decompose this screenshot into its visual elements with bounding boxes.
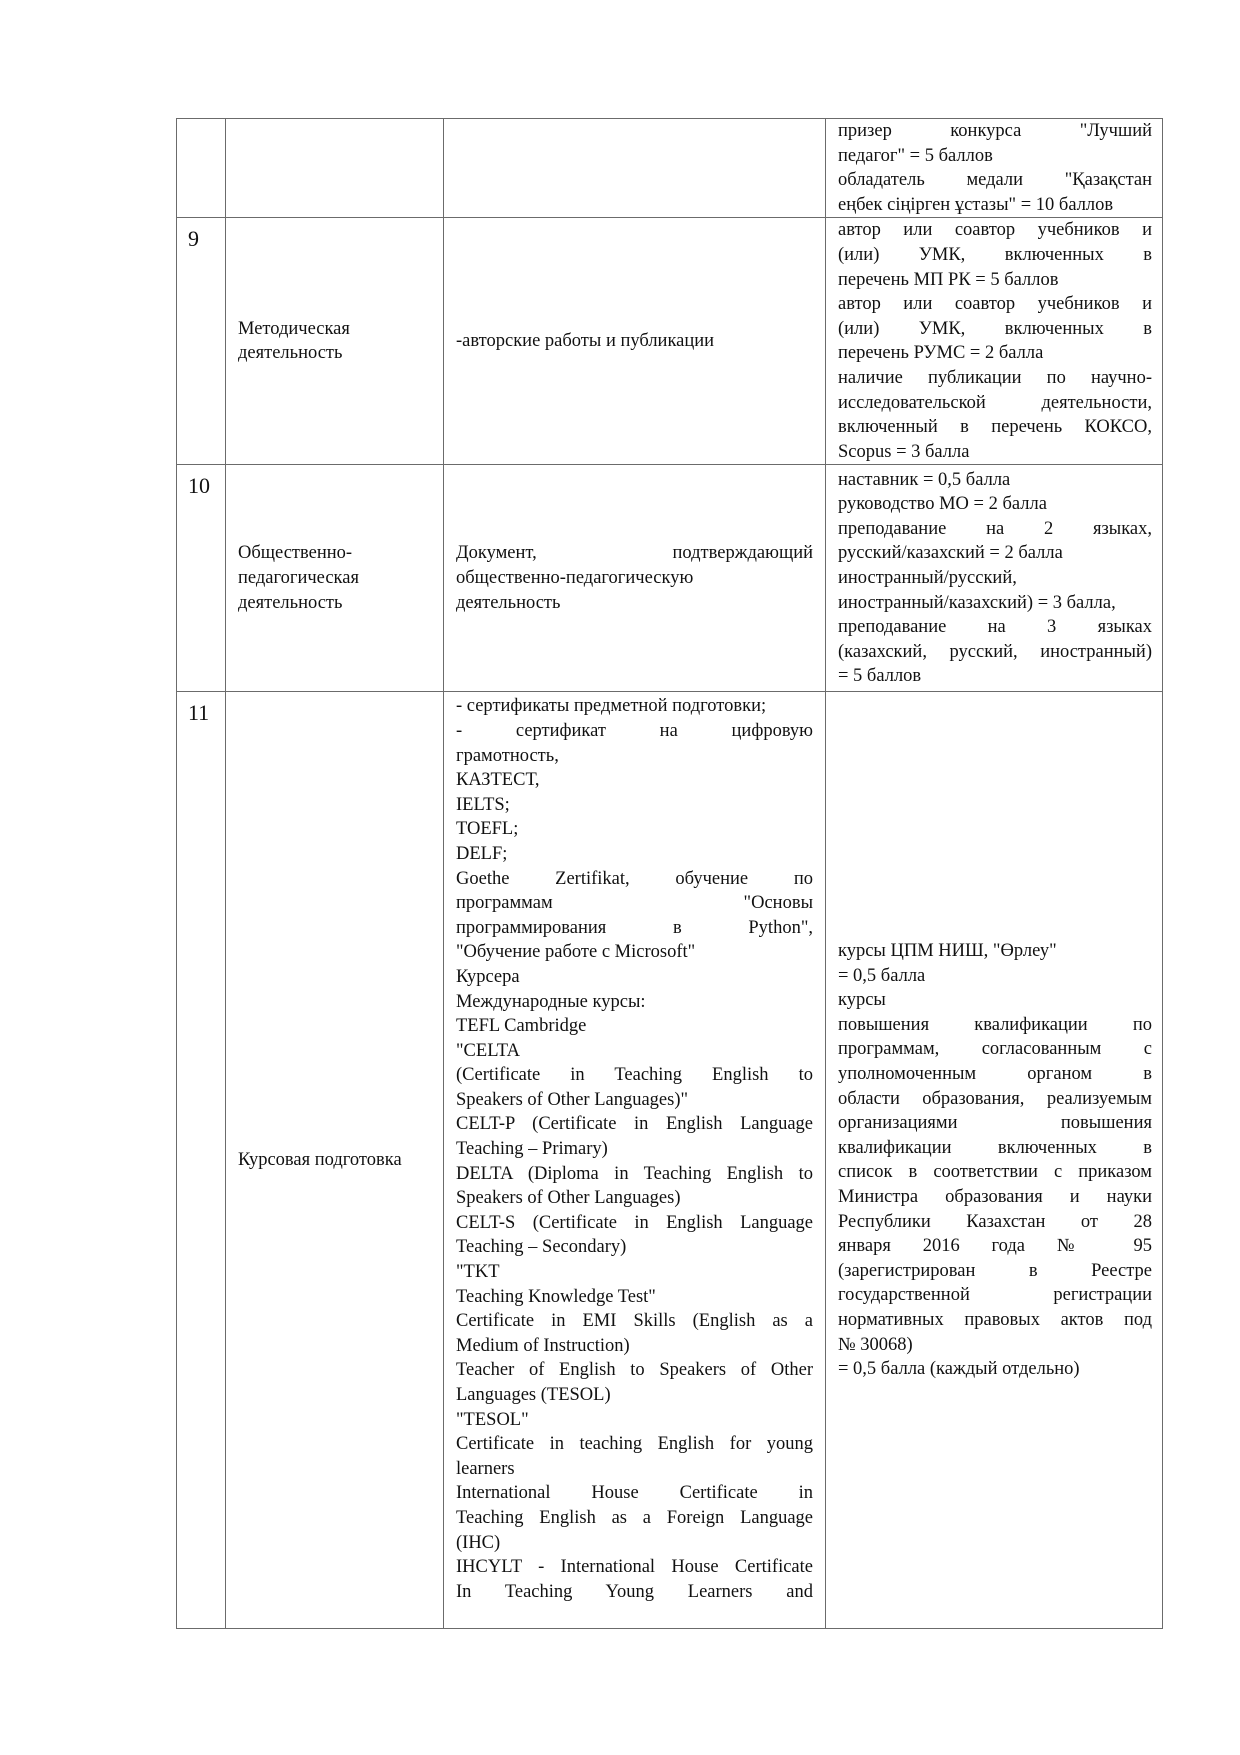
text-line: (или) УМК, включенных в xyxy=(838,245,1152,265)
text-line: деятельность xyxy=(238,592,343,613)
criterion-documents xyxy=(444,692,826,1629)
text-line: педагог" = 5 баллов xyxy=(838,145,993,166)
criterion-name xyxy=(226,465,444,692)
table-row xyxy=(177,218,1163,465)
text-line: иностранный/казахский) = 3 балла, xyxy=(838,592,1116,613)
text-line: Speakers of Other Languages) xyxy=(456,1188,681,1209)
text-line: International House Certificate in xyxy=(456,1483,813,1504)
text-line: области образования, реализуемым xyxy=(838,1088,1152,1109)
table-row xyxy=(177,692,1163,1629)
criterion-scores xyxy=(826,218,1163,465)
row-number xyxy=(177,119,226,218)
text-line: еңбек сіңірген ұстазы" = 10 баллов xyxy=(838,194,1114,215)
text-line: Общественно- xyxy=(238,543,353,564)
text-line: (казахский, русский, иностранный) xyxy=(838,641,1152,662)
text-line: Международные курсы: xyxy=(456,991,646,1012)
criterion-documents xyxy=(444,465,826,692)
text-line: = 0,5 балла xyxy=(838,965,926,986)
text-line: Teaching English as a Foreign Language xyxy=(456,1507,813,1528)
text-line: Курсера xyxy=(456,966,520,987)
text-line: Certificate in EMI Skills (English as a xyxy=(456,1311,813,1332)
text-line: Speakers of Other Languages)" xyxy=(456,1089,689,1110)
text-line: Goethe Zertifikat, обучение по xyxy=(456,868,813,889)
text-line: преподавание на 3 языках xyxy=(838,617,1152,638)
text-line: уполномоченным органом в xyxy=(838,1064,1152,1084)
text-line: DELF; xyxy=(456,843,508,864)
text-line: нормативных правовых актов под xyxy=(838,1309,1152,1330)
text-line: руководство МО = 2 балла xyxy=(838,494,1047,515)
criterion-documents xyxy=(444,218,826,465)
text-line: Languages (TESOL) xyxy=(456,1385,611,1405)
text-line: Teacher of English to Speakers of Other xyxy=(456,1360,813,1381)
text-line: обладатель медали "Қазақстан xyxy=(838,170,1152,191)
text-line: Курсовая подготовка xyxy=(238,1150,402,1171)
text-line: государственной регистрации xyxy=(838,1285,1152,1306)
text-line: -авторские работы и публикации xyxy=(456,331,715,352)
text-line: "CELTA xyxy=(456,1040,520,1061)
text-line: IELTS; xyxy=(456,794,510,815)
text-line: Certificate in teaching English for young xyxy=(456,1434,813,1455)
text-line: = 5 баллов xyxy=(838,666,922,687)
text-line: деятельность xyxy=(456,592,561,613)
text-line: программам "Основы xyxy=(456,893,813,914)
text-line: наставник = 0,5 балла xyxy=(838,469,1011,490)
text-line: TEFL Cambridge xyxy=(456,1016,587,1037)
row-number: 10 xyxy=(177,465,226,692)
text-line: преподавание на 2 языках, xyxy=(838,518,1152,539)
text-line: = 0,5 балла (каждый отдельно) xyxy=(838,1359,1080,1380)
text-line: Документ, подтверждающий xyxy=(456,543,813,564)
text-line: Medium of Instruction) xyxy=(456,1335,630,1356)
text-line: (зарегистрирован в Реестре xyxy=(838,1260,1152,1281)
text-line: Республики Казахстан от 28 xyxy=(838,1211,1152,1232)
text-line: TOEFL; xyxy=(456,819,519,840)
table-row xyxy=(177,465,1163,692)
criterion-scores xyxy=(826,119,1163,218)
text-line: исследовательской деятельности, xyxy=(838,392,1152,413)
text-line: общественно-педагогическую xyxy=(456,568,694,589)
text-line: Teaching – Secondary) xyxy=(456,1237,627,1258)
text-line: организациями повышения xyxy=(838,1113,1152,1134)
text-line: (Certificate in Teaching English to xyxy=(456,1065,813,1086)
text-line: Министра образования и науки xyxy=(838,1186,1152,1207)
text-line: деятельность xyxy=(238,343,343,364)
table-row xyxy=(177,119,1163,218)
criteria-table xyxy=(176,118,1163,1629)
text-line: квалификации включенных в xyxy=(838,1137,1152,1158)
text-line: перечень МП РК = 5 баллов xyxy=(838,269,1059,290)
text-line: Teaching Knowledge Test" xyxy=(456,1286,656,1307)
text-line: "TESOL" xyxy=(456,1409,529,1430)
text-line: программам, согласованным с xyxy=(838,1039,1152,1060)
text-line: "TKT xyxy=(456,1262,500,1283)
text-line: - сертификаты предметной подготовки; xyxy=(456,696,767,717)
text-line: № 30068) xyxy=(838,1334,913,1355)
text-line: программирования в Python", xyxy=(456,917,813,938)
text-line: включенный в перечень КОКСО, xyxy=(838,417,1152,438)
text-line: learners xyxy=(456,1458,515,1479)
text-line: Teaching – Primary) xyxy=(456,1139,608,1160)
text-line: (IHC) xyxy=(456,1532,501,1553)
row-number: 11 xyxy=(177,692,226,1629)
text-line: список в соответствии с приказом xyxy=(838,1162,1152,1183)
row-number: 9 xyxy=(177,218,226,465)
criterion-name xyxy=(226,218,444,465)
criterion-name xyxy=(226,692,444,1629)
text-line: курсы ЦПМ НИШ, "Өрлеу" xyxy=(838,941,1057,962)
criterion-documents xyxy=(444,119,826,218)
text-line: КАЗТЕСТ, xyxy=(456,770,540,791)
text-line: - сертификат на цифровую xyxy=(456,720,813,741)
text-line: In Teaching Young Learners and xyxy=(456,1581,813,1602)
text-line: "Обучение работе с Microsoft" xyxy=(456,942,696,963)
text-line: призер конкурса "Лучший xyxy=(838,121,1152,141)
text-line: автор или соавтор учебников и xyxy=(838,294,1152,315)
text-line: иностранный/русский, xyxy=(838,568,1017,589)
text-line: DELTA (Diploma in Teaching English to xyxy=(456,1163,813,1184)
text-line: грамотность, xyxy=(456,745,559,766)
text-line: перечень РУМС = 2 балла xyxy=(838,343,1044,364)
text-line: января 2016 года № 95 xyxy=(838,1236,1152,1257)
text-line: CELT-P (Certificate in English Language xyxy=(456,1114,813,1135)
text-line: наличие публикации по научно- xyxy=(838,367,1152,388)
text-line: повышения квалификации по xyxy=(838,1014,1152,1035)
text-line: (или) УМК, включенных в xyxy=(838,318,1152,339)
text-line: педагогическая xyxy=(238,568,359,589)
text-line: IHCYLT - International House Certificate xyxy=(456,1557,813,1578)
criterion-scores xyxy=(826,692,1163,1629)
criterion-name xyxy=(226,119,444,218)
text-line: Методическая xyxy=(238,318,350,339)
text-line: курсы xyxy=(838,990,886,1011)
criterion-scores xyxy=(826,465,1163,692)
text-line: автор или соавтор учебников и xyxy=(838,220,1152,241)
text-line: CELT-S (Certificate in English Language xyxy=(456,1212,813,1233)
text-line: Scopus = 3 балла xyxy=(838,441,970,462)
text-line: русский/казахский = 2 балла xyxy=(838,543,1063,564)
